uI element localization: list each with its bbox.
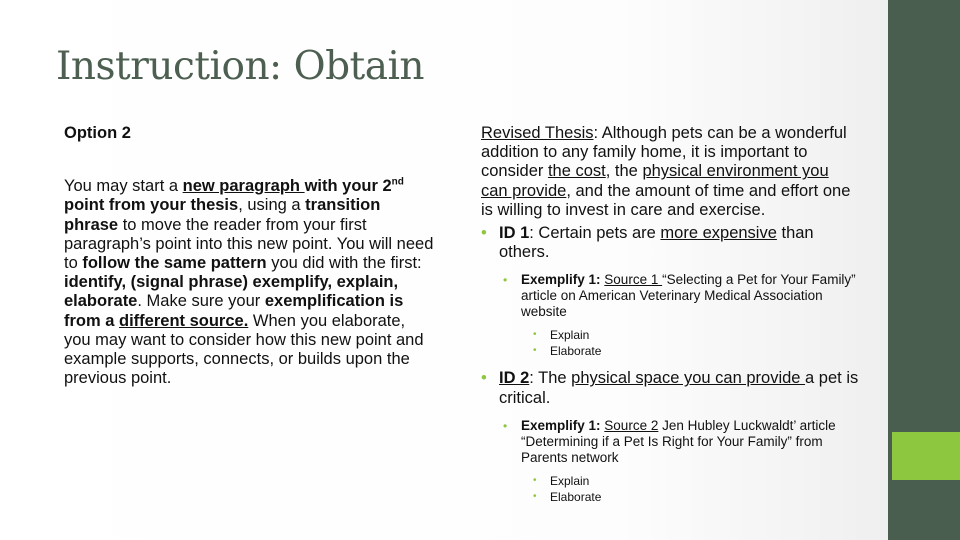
superscript: nd <box>391 176 404 188</box>
bullet-icon: • <box>503 273 508 288</box>
id1-label: ID 1 <box>499 224 530 243</box>
text-run: : Certain pets are <box>529 224 661 243</box>
bullet-icon: • <box>533 474 537 486</box>
text-run: a pet is critical. <box>499 369 859 407</box>
text-run: : The <box>529 369 572 388</box>
text-run: , the <box>605 162 643 181</box>
bullet-icon: • <box>533 329 537 341</box>
text-run: , and the amount of time and effort one is willing to invest in care and exercise. <box>481 181 851 219</box>
sub2-elaborate <box>481 489 859 505</box>
exemplify2-item <box>481 418 859 466</box>
id2-underline: physical space you can provide <box>571 369 806 388</box>
emphasis-follow-pattern: follow the same pattern <box>82 254 267 273</box>
sub-label: Explain <box>550 473 590 488</box>
text-run: You may start a <box>64 177 183 196</box>
text-run: When you elaborate, you may want to consider how this new point and example supports, connects, or builds upon the previous point. <box>64 311 424 388</box>
bullet-icon: • <box>503 418 508 433</box>
emphasis-point-from-thesis: point from your thesis <box>64 196 239 215</box>
sub-label: Elaborate <box>550 344 602 359</box>
text-run: you did with the first: <box>266 254 422 273</box>
bullet-icon: • <box>481 369 487 388</box>
text-run: : Although pets can be a wonderful addition to any family home, it is important to consider <box>481 124 847 181</box>
option-heading: Option 2 <box>64 124 131 142</box>
exemplify1-item <box>481 272 859 320</box>
exemplify2-source: Source 2 <box>604 417 659 433</box>
sub1-explain <box>481 327 859 343</box>
revised-thesis <box>481 124 859 220</box>
emphasis-new-paragraph: new paragraph <box>182 177 305 196</box>
emphasis-steps: identify, (signal phrase) exemplify, explain, elaborate <box>64 273 399 311</box>
thesis-label: Revised Thesis <box>481 124 594 142</box>
text-run: with your 2 <box>304 177 392 196</box>
sub2-explain <box>481 473 859 489</box>
bullet-icon: • <box>481 224 487 243</box>
sub1-elaborate <box>481 343 859 359</box>
text-run: to move the reader from your first paragraph’s point into this new point. You will need to <box>64 215 434 273</box>
text-run: . Make sure your <box>137 292 265 311</box>
thesis-cost: the cost <box>547 162 606 181</box>
bullet-icon: • <box>533 345 537 357</box>
emphasis-different-source: different source. <box>119 311 249 330</box>
id2-label: ID 2 <box>499 369 530 388</box>
instruction-paragraph <box>64 177 436 388</box>
text-run: than others. <box>499 224 814 262</box>
emphasis-transition-phrase: transition phrase <box>64 196 381 234</box>
text-run: , using a <box>238 196 306 215</box>
emphasis-exemplification: exemplification is from a <box>64 292 404 330</box>
accent-bar-green <box>892 432 960 480</box>
left-column <box>64 124 436 388</box>
id2-item <box>481 369 859 407</box>
exemplify1-text: “Selecting a Pet for Your Family” article on American Veterinary Medical Association website <box>521 272 856 320</box>
id1-underline: more expensive <box>660 224 777 243</box>
exemplify1-source: Source 1 <box>604 272 663 288</box>
exemplify2-label: Exemplify 1: <box>521 417 601 433</box>
exemplify2-text: Jen Hubley Luckwaldt’ article “Determining if a Pet Is Right for Your Family” from Parents network <box>521 417 836 465</box>
sub-label: Explain <box>550 328 590 343</box>
slide-title: Instruction: Obtain <box>56 44 425 89</box>
bullet-icon: • <box>533 490 537 502</box>
id1-item <box>481 224 859 262</box>
right-column <box>481 124 859 505</box>
sub-label: Elaborate <box>550 489 602 504</box>
exemplify1-label: Exemplify 1: <box>521 272 601 288</box>
thesis-physical-environment: physical environment you can provide <box>481 162 829 200</box>
